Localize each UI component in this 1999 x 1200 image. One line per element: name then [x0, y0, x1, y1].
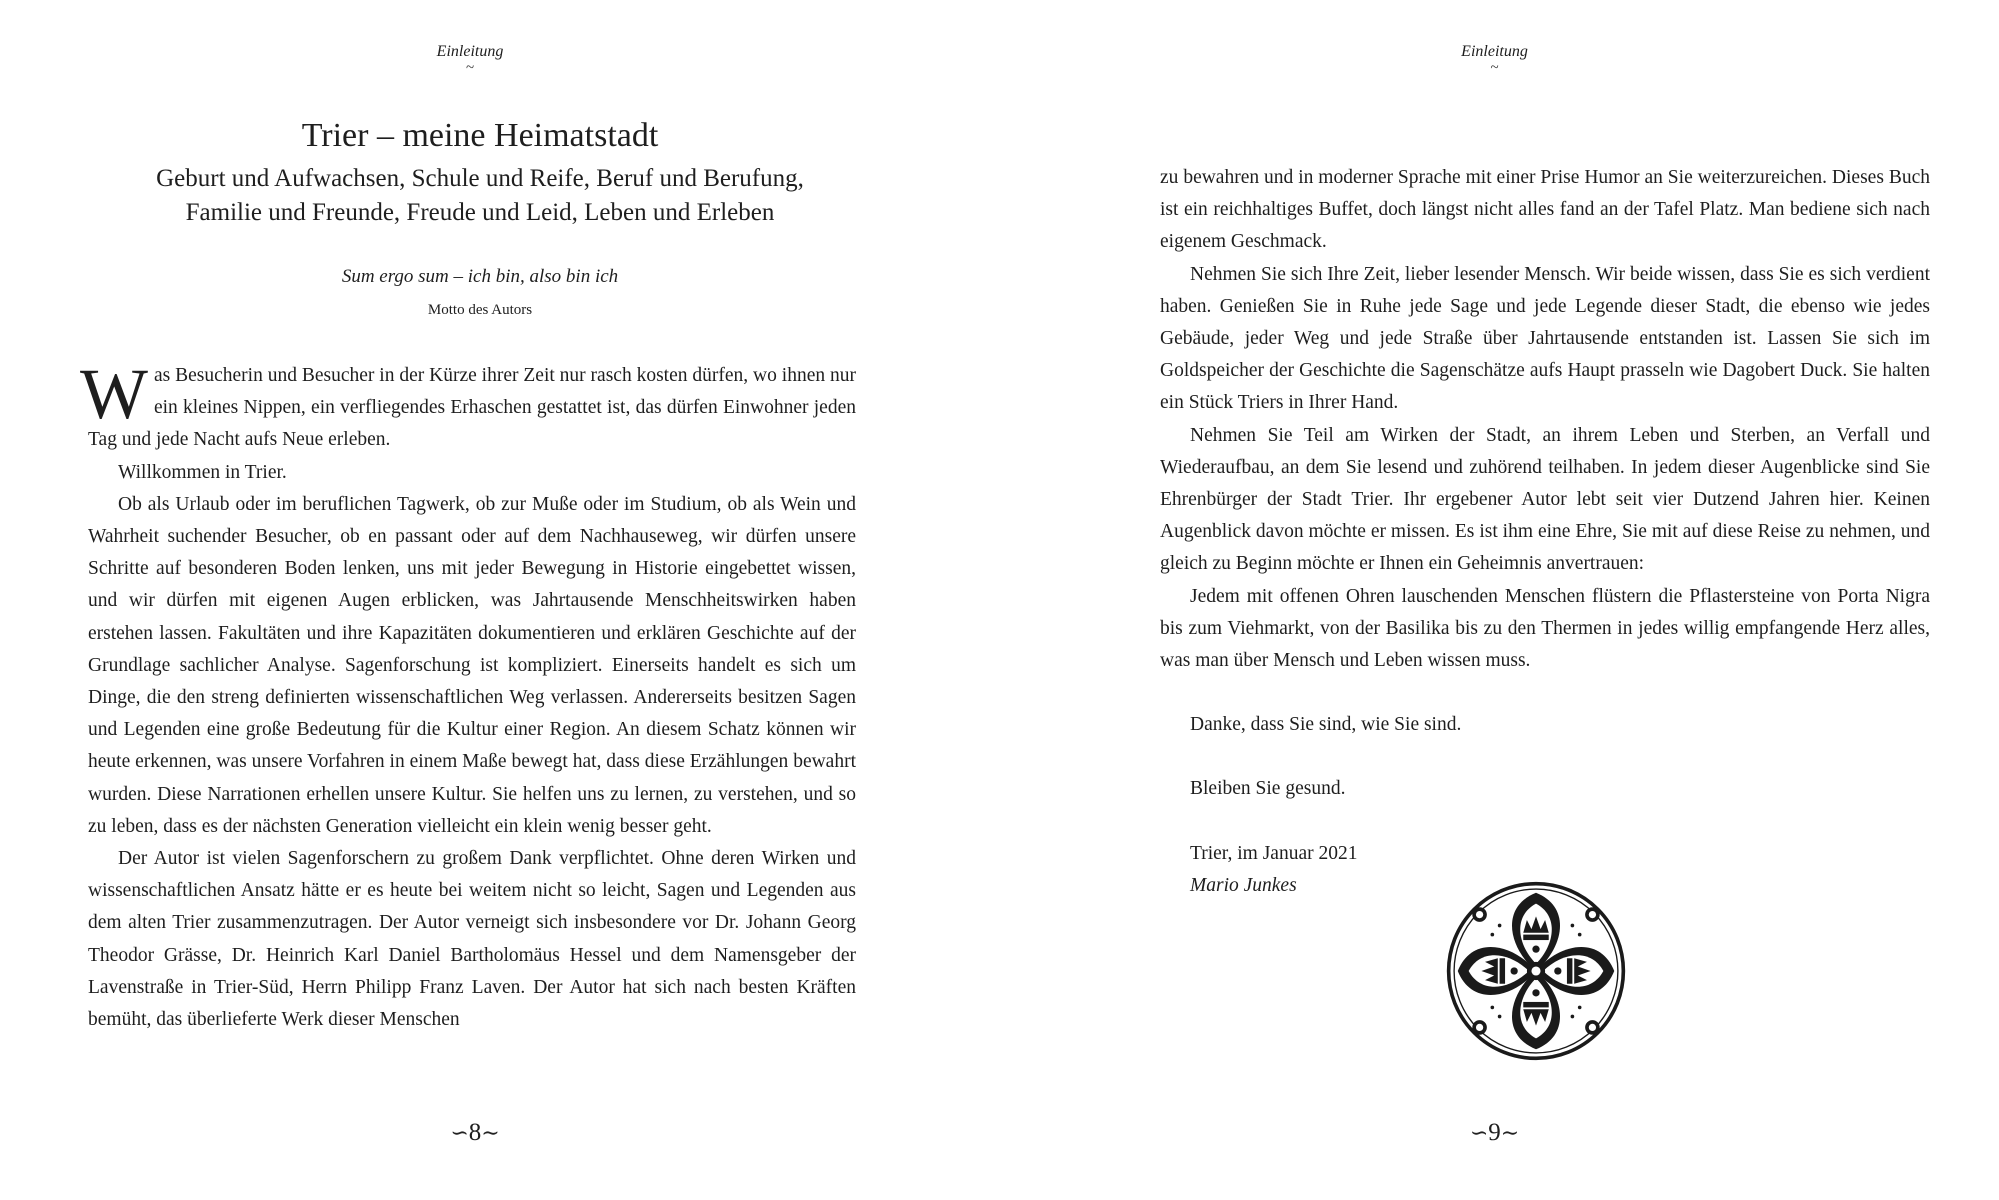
- paragraph: Der Autor ist vielen Sagenforschern zu großem Dank verpflichtet. Ohne deren Wirken und wissenschaftlichen Ansatz hätte er es heute bei weitem nicht so leicht, Sagen und Legenden aus dem alten Trier zusammenzutragen. Der Autor verneigt sich insbesondere vor Dr. Johann Georg Theodor Grässe, Dr. Heinrich Karl Daniel Bartholomäus Hessel und dem Namensgeber der Lavenstraße in Trier-Süd, Herrn Philipp Franz Laven. Der Autor hat sich nach besten Kräften bemüht, das überlieferte Werk dieser Menschen: [88, 848, 856, 1031]
- left-page: [0, 0, 960, 1200]
- running-head: Einleitung: [436, 43, 504, 60]
- author-signature: Mario Junkes: [1190, 874, 1297, 896]
- page-number: 8: [468, 1119, 482, 1146]
- tilde-ornament-icon: ~: [1490, 60, 1499, 76]
- motto-source: Motto des Autors: [427, 302, 533, 318]
- page-number-footer: [0, 1118, 955, 1148]
- wave-ornament-icon: ∼: [1500, 1120, 1520, 1145]
- closing-wish: Bleiben Sie gesund.: [1190, 778, 1346, 800]
- page-number-footer: [995, 1118, 1994, 1148]
- paragraph: Willkommen in Trier.: [118, 461, 287, 483]
- chapter-subtitle: [0, 162, 960, 230]
- paragraph: Nehmen Sie sich Ihre Zeit, lieber lesender Mensch. Wir beide wissen, dass Sie es sich verdient haben. Genießen Sie in Ruhe jede Sage und jede Legende dieser Stadt, die ebenso wie jedes Gebäude, jeder Weg und jede Straße über Jahrtausende entstanden ist. Lassen Sie sich im Goldspeicher der Geschichte die Sagenschätze aufs Haupt prasseln wie Dagobert Duck. Sie halten ein Stück Triers in Ihrer Hand.: [1160, 263, 1930, 414]
- subtitle-line-2: Familie und Freunde, Freude und Leid, Leben und Erleben: [185, 199, 775, 226]
- body-text: [80, 354, 856, 1036]
- right-page: [1000, 0, 1999, 1200]
- paragraph: Was Besucherin und Besucher in der Kürze ihrer Zeit nur rasch kosten dürfen, wo ihnen nur ein kleines Nippen, ein verfliegendes Erhaschen gestattet ist, das dürfen Einwohner jeden Tag und jede Nacht aufs Neue erleben.: [80, 354, 856, 451]
- drop-cap: W: [80, 354, 148, 434]
- tilde-ornament-icon: ~: [465, 60, 475, 76]
- wave-ornament-icon: ∼: [481, 1120, 500, 1145]
- wave-ornament-icon: ∽: [1469, 1120, 1489, 1145]
- body-text: [1160, 162, 1930, 902]
- paragraph: Jedem mit offenen Ohren lauschenden Menschen flüstern die Pflastersteine von Porta Nigra bis zum Viehmarkt, von der Basilika bis zu den Thermen in jedes willig empfangende Herz alles, was man über Mensch und Leben wissen muss.: [1160, 585, 1930, 672]
- closing-thanks: Danke, dass Sie sind, wie Sie sind.: [1190, 714, 1462, 736]
- place-date: Trier, im Januar 2021: [1190, 842, 1358, 864]
- circular-crown-ornament-icon: [1445, 880, 1627, 1062]
- subtitle-line-1: Geburt und Aufwachsen, Schule und Reife, Beruf und Berufung,: [156, 165, 804, 192]
- motto: Sum ergo sum – ich bin, also bin ich: [341, 266, 619, 287]
- running-head: Einleitung: [1461, 43, 1528, 60]
- chapter-title: Trier – meine Heimatstadt: [301, 117, 659, 154]
- paragraph: zu bewahren und in moderner Sprache mit einer Prise Humor an Sie weiterzureichen. Dieses Buch ist ein reichhaltiges Buffet, doch längst nicht alles fand an der Tafel Platz. Man bediene sich nach eigenem Geschmack.: [1160, 167, 1930, 253]
- wave-ornament-icon: ∽: [450, 1120, 469, 1145]
- paragraph: Nehmen Sie Teil am Wirken der Stadt, an ihrem Leben und Sterben, an Verfall und Wiederaufbau, an dem Sie lesend und zuhörend teilhaben. In jedem dieser Augenblicke sind Sie Ehrenbürger der Stadt Trier. Ihr ergebener Autor lebt seit vier Dutzend Jahren hier. Keinen Augenblick davon möchte er missen. Es ist ihm eine Ehre, Sie mit auf diese Reise zu nehmen, und gleich zu Beginn möchte er Ihnen ein Geheimnis anvertrauen:: [1160, 424, 1930, 575]
- paragraph: Ob als Urlaub oder im beruflichen Tagwerk, ob zur Muße oder im Studium, ob als Wein und Wahrheit suchender Besucher, ob en passant oder auf dem Nachhauseweg, wir dürfen unsere Schritte auf besonderen Boden lenken, uns mit jeder Bewegung in Historie eingebettet wissen, und wir dürfen mit eigenen Augen erblicken, was Jahrtausende Menschheitswirken haben erstehen lassen. Fakultäten und ihre Kapazitäten dokumentieren und erklären Geschichte auf der Grundlage sachlicher Analyse. Sagenforschung ist kompliziert. Einerseits handelt es sich um Dinge, die den streng definierten wissenschaftlichen Weg verlassen. Andererseits besitzen Sagen und Legenden eine große Bedeutung für die Kultur einer Region. An diesem Schatz können wir heute erkennen, was unsere Vorfahren in einem Maße bewegt hat, dass diese Erzählungen bewahrt wurden. Diese Narrationen erhellen unsere Kultur. Sie helfen uns zu lernen, zu verstehen, und so zu leben, dass es der nächsten Generation vielleicht ein klein wenig besser geht.: [88, 493, 856, 837]
- page-number: 9: [1488, 1119, 1501, 1146]
